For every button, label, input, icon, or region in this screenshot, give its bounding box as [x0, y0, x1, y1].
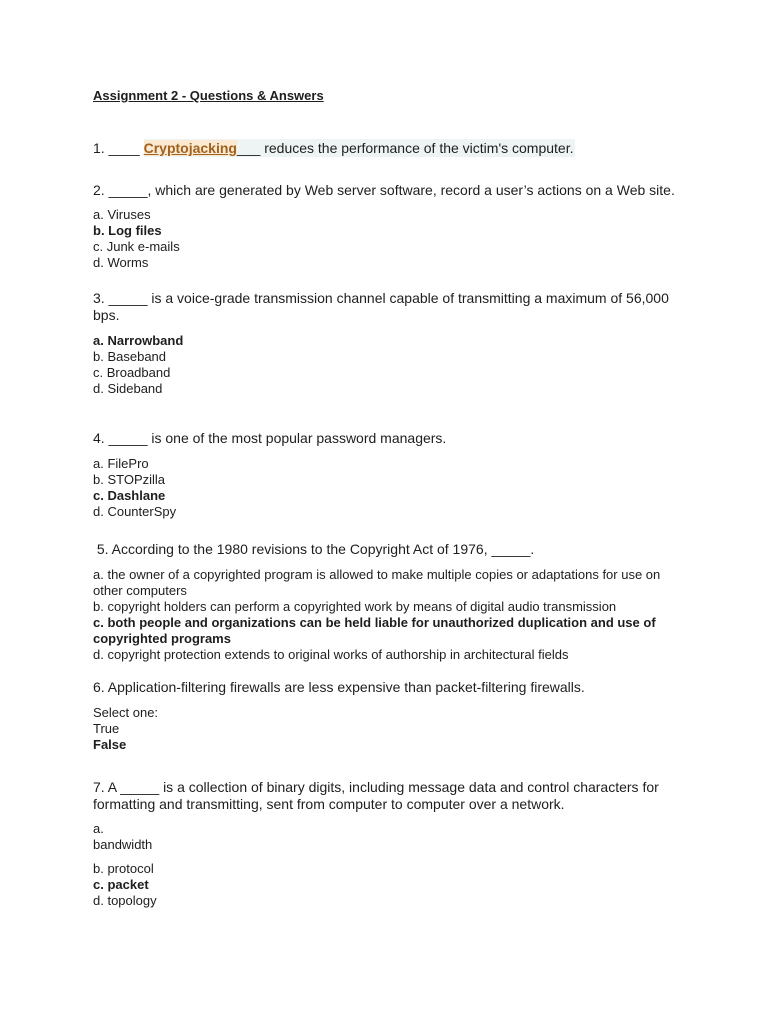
document-title: Assignment 2 - Questions & Answers [93, 88, 324, 103]
question-3-text: 3. _____ is a voice-grade transmission channel capable of transmitting a maximum of 56,000 bps. [93, 290, 669, 323]
question-6-options [93, 705, 683, 753]
question-6-option-true: True [93, 721, 120, 736]
question-7-option-a-text: bandwidth [93, 837, 153, 852]
question-5-option-b: b. copyright holders can perform a copyrighted work by means of digital audio transmission [93, 599, 617, 614]
question-1-highlight [144, 139, 576, 157]
question-2-option-c: c. Junk e-mails [93, 239, 180, 254]
question-7-option-d: d. topology [93, 893, 157, 908]
question-5-text: 5. According to the 1980 revisions to the Copyright Act of 1976, _____. [93, 541, 535, 557]
question-6-option-false: False [93, 737, 127, 752]
question-4-options [93, 456, 683, 520]
question-7-option-c: c. packet [93, 877, 149, 892]
question-3-option-b: b. Baseband [93, 349, 167, 364]
question-4-option-d: d. CounterSpy [93, 504, 177, 519]
question-1-prefix: 1. ____ [93, 140, 144, 156]
question-7-option-b: b. protocol [93, 861, 154, 876]
question-5-options [93, 567, 683, 663]
question-1-blank: ___ [236, 140, 261, 156]
question-3-option-c: c. Broadband [93, 365, 171, 380]
question-4-option-c: c. Dashlane [93, 488, 166, 503]
question-1 [93, 140, 683, 157]
question-3-option-d: d. Sideband [93, 381, 163, 396]
question-6-select-label: Select one: [93, 705, 159, 720]
question-2-option-d: d. Worms [93, 255, 149, 270]
question-3-options [93, 333, 683, 397]
question-5-option-d: d. copyright protection extends to original works of authorship in architectural fields [93, 647, 569, 662]
question-5-option-a: a. the owner of a copyrighted program is allowed to make multiple copies or adaptations for use on other computers [93, 567, 661, 598]
question-4-text: 4. _____ is one of the most popular password managers. [93, 430, 447, 446]
question-2-options [93, 207, 683, 271]
question-6-text: 6. Application-filtering firewalls are less expensive than packet-filtering firewalls. [93, 679, 585, 695]
question-5-option-c: c. both people and organizations can be held liable for unauthorized duplication and use of copyrighted programs [93, 615, 656, 646]
question-3-option-a: a. Narrowband [93, 333, 184, 348]
question-2-option-b: b. Log files [93, 223, 162, 238]
question-4-option-b: b. STOPzilla [93, 472, 166, 487]
question-2-text: 2. _____, which are generated by Web server software, record a user’s actions on a Web site. [93, 182, 675, 198]
question-7-options [93, 861, 683, 909]
question-4-option-a: a. FilePro [93, 456, 149, 471]
question-7-option-a-letter: a. [93, 821, 104, 836]
question-1-answer: Cryptojacking [143, 140, 237, 156]
question-2-option-a: a. Viruses [93, 207, 151, 222]
question-1-suffix: reduces the performance of the victim's computer. [260, 140, 574, 156]
question-7-option-a-block [93, 821, 683, 853]
question-7-text: 7. A _____ is a collection of binary digits, including message data and control characters for formatting and transmitting, sent from computer to computer over a network. [93, 779, 659, 812]
